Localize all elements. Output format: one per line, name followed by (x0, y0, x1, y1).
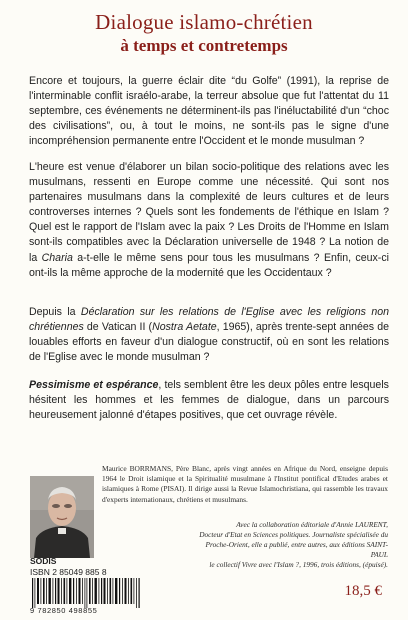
paragraph-2-text-a: L'heure est venue d'élaborer un bilan socio-politique des relations avec les musulmans, ressenti en Europe comme une nécessité. Qui sont nos partenaires musulmans dans la complexité de leurs cultures et de leurs controverses internes ? Quels sont les fondements de l'éthique en Islam ? Quel est le rapport de l'Islam avec la paix ? Les Droits de l'Homme en Islam sont-ils compatibles avec la Déclaration universelle de 1948 ? La notion de la (29, 161, 389, 264)
book-subtitle: à temps et contretemps (120, 36, 288, 55)
paragraph-1-text: Encore et toujours, la guerre éclair dite “du Golfe” (1991), la reprise de l'interminable conflit israélo-arabe, la terreur absolue que fut l'attentat du 11 septembre, ces événements ne déterminent-ils pas l'inéluctabilité d'un “choc des civilisations”, ou, à tout le moins, ne sont-ils pas le signe d'une incompréhension permanente entre l'Occident et le monde musulman ? (29, 75, 389, 148)
collab-line-3: Proche-Orient, elle a publié, entre autres, aux éditions SAINT-PAUL (205, 540, 388, 559)
collab-line-1: Avec la collaboration éditoriale d'Annie LAURENT, (236, 520, 388, 529)
paragraph-1 (29, 74, 389, 149)
paragraph-3-text-c: , 1965), après trente-sept années de louables efforts en faveur d'un dialogue constructif, où en sont les relations de l'Eglise avec le monde musulman ? (29, 321, 389, 364)
author-bio-text: Maurice BORRMANS, Père Blanc, après vingt années en Afrique du Nord, enseigne depuis 1964 le Droit islamique et la Spiritualité musulmane à l'Institut pontifical d'Etudes arabes et islamiques à Rome (PISAI). Il dirige aussi la Revue Islamochristiana, qui rassemble les travaux d'experts internationaux, chrétiens et musulmans. (102, 464, 388, 504)
distributor-label: SODIS (30, 556, 57, 566)
paragraph-4-text: , tels semblent être les deux pôles entre lesquels hésitent les hommes et les femmes de dialogue, dans un parcours heureusement jalonné d'étapes positives, que cet ouvrage révèle. (29, 379, 389, 422)
author-portrait-icon (30, 476, 94, 558)
collaboration-note (190, 520, 388, 570)
barcode-number: 9 782850 498855 (30, 606, 98, 615)
barcode-icon (30, 578, 142, 608)
paragraph-3-text-a: Depuis la (29, 306, 81, 318)
book-title: Dialogue islamo-chrétien (95, 10, 313, 34)
price-label: 18,5 € (344, 583, 382, 599)
author-bio (102, 464, 388, 505)
collab-line-4: le collectif Vivre avec l'Islam ?, 1996, trois éditions, (épuisé). (209, 560, 388, 569)
collab-line-2: Docteur d'Etat en Sciences politiques. Journaliste spécialisée du (199, 530, 388, 539)
paragraph-4 (29, 378, 389, 423)
isbn-label: ISBN 2 85049 885 8 (30, 567, 107, 577)
author-photo (30, 476, 94, 558)
paragraph-2 (29, 160, 389, 281)
paragraph-3 (29, 305, 389, 365)
paragraph-4-lead: Pessimisme et espérance (29, 379, 159, 391)
charia-term: Charia (41, 251, 73, 264)
declaration-title: Déclaration sur les relations de l'Eglise avec les religions non chrétiennes (29, 306, 390, 334)
nostra-aetate-term: Nostra Aetate (152, 321, 217, 334)
paragraph-3-text-b: de Vatican II ( (83, 321, 153, 334)
paragraph-2-text-b: a-t-elle le même sens pour tous les musulmans ? Enfin, ceux-ci ont-ils la même approche de la modernité que les Occidentaux ? (29, 251, 389, 279)
